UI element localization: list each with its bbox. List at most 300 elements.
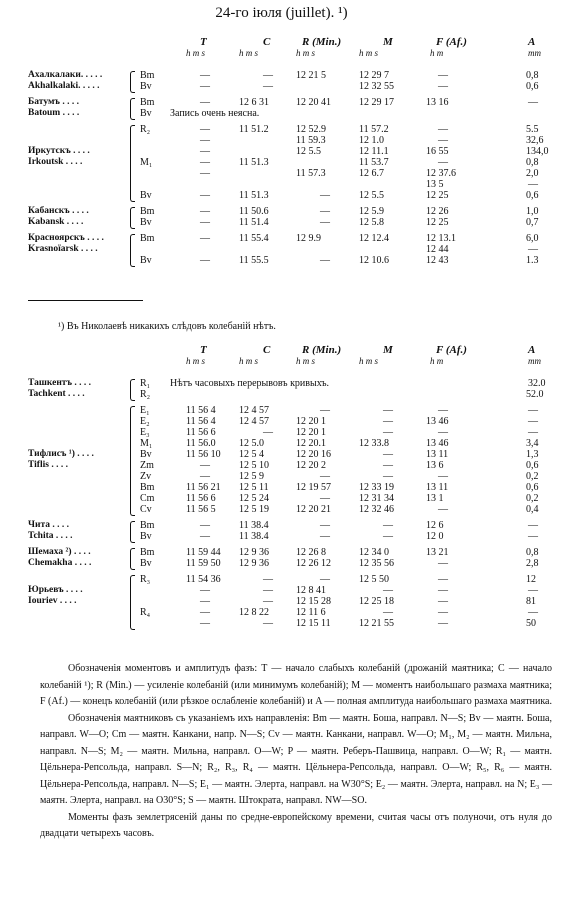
cell-f: 12 6 bbox=[426, 520, 444, 531]
column-header-t: T bbox=[200, 36, 207, 48]
table-row bbox=[28, 531, 558, 542]
cell-t: — bbox=[200, 618, 210, 629]
cell-f: — bbox=[438, 157, 448, 168]
station-group bbox=[28, 97, 558, 119]
instrument-label: R₄ bbox=[140, 607, 151, 618]
cell-f: 13 5 bbox=[426, 179, 444, 190]
cell-f: 12 25 bbox=[426, 217, 449, 228]
cell-t: — bbox=[200, 585, 210, 596]
table-row bbox=[28, 449, 558, 460]
cell-c: — bbox=[263, 596, 273, 607]
column-header-c: C bbox=[263, 344, 271, 356]
cell-c: 12 5 11 bbox=[239, 482, 269, 493]
table-header-row bbox=[28, 37, 558, 48]
table-header-row bbox=[28, 345, 558, 356]
table-row bbox=[28, 405, 558, 416]
cell-t: — bbox=[200, 124, 210, 135]
instrument-label: M₁ bbox=[140, 157, 153, 168]
cell-c: 12 4 57 bbox=[239, 405, 269, 416]
cell-t: 11 56 6 bbox=[186, 493, 216, 504]
station-name-fr: Irkoutsk . . . . bbox=[28, 157, 83, 167]
cell-a: 134,0 bbox=[526, 146, 549, 157]
instrument-label: Bv bbox=[140, 108, 152, 119]
units-t: h m s bbox=[186, 356, 206, 366]
cell-m: — bbox=[383, 531, 393, 542]
table-row bbox=[28, 585, 558, 596]
station-name-ru: Ташкентъ . . . . bbox=[28, 378, 92, 388]
cell-r: — bbox=[320, 206, 330, 217]
cell-c: — bbox=[263, 81, 273, 92]
instrument-label: Bv bbox=[140, 190, 152, 201]
cell-a: — bbox=[528, 405, 538, 416]
cell-t: — bbox=[200, 190, 210, 201]
table-row bbox=[28, 217, 558, 228]
cell-t: — bbox=[200, 146, 210, 157]
cell-a: 0,6 bbox=[526, 190, 539, 201]
cell-r: 12 9.9 bbox=[296, 233, 321, 244]
units-a: mm bbox=[528, 48, 541, 58]
group-brace bbox=[130, 207, 135, 229]
station-name-fr: Iouriev . . . . bbox=[28, 596, 77, 606]
cell-a: 6,0 bbox=[526, 233, 539, 244]
cell-r: 12 52.9 bbox=[296, 124, 326, 135]
instrument-label: R₁ bbox=[140, 378, 151, 389]
group-brace bbox=[130, 98, 135, 120]
cell-a: 3,4 bbox=[526, 438, 539, 449]
cell-f: — bbox=[438, 504, 448, 515]
instrument-label: Cm bbox=[140, 493, 155, 504]
table-row bbox=[28, 378, 558, 389]
cell-c: 11 50.6 bbox=[239, 206, 269, 217]
cell-r: — bbox=[320, 217, 330, 228]
cell-t: 11 56 5 bbox=[186, 504, 216, 515]
instrument-label: E₂ bbox=[140, 416, 150, 427]
page-title: 24-го іюля (juillet). ¹) bbox=[215, 5, 348, 21]
cell-t: — bbox=[200, 81, 210, 92]
group-brace bbox=[130, 234, 135, 267]
table-row bbox=[28, 206, 558, 217]
cell-c: 12 4 57 bbox=[239, 416, 269, 427]
table-row bbox=[28, 124, 558, 135]
cell-c: 12 5 10 bbox=[239, 460, 269, 471]
cell-c: 12 9 36 bbox=[239, 547, 269, 558]
cell-r: 11 57.3 bbox=[296, 168, 326, 179]
cell-m: — bbox=[383, 427, 393, 438]
cell-a: — bbox=[528, 97, 538, 108]
cell-a: 32,6 bbox=[526, 135, 544, 146]
cell-f: — bbox=[438, 405, 448, 416]
cell-a: 0,7 bbox=[526, 217, 539, 228]
cell-a: 0,8 bbox=[526, 70, 539, 81]
cell-m: 12 31 34 bbox=[359, 493, 394, 504]
cell-c: 11 38.4 bbox=[239, 531, 269, 542]
table-row bbox=[28, 504, 558, 515]
cell-a: — bbox=[528, 416, 538, 427]
cell-f: 13 11 bbox=[426, 449, 449, 460]
cell-r: 12 26 12 bbox=[296, 558, 331, 569]
cell-a: 1,3 bbox=[526, 449, 539, 460]
group-brace bbox=[130, 379, 135, 401]
cell-t: 11 56 4 bbox=[186, 405, 216, 416]
column-header-m: M bbox=[383, 344, 393, 356]
cell-f: — bbox=[438, 471, 448, 482]
cell-a: 0,2 bbox=[526, 471, 539, 482]
column-header-c: C bbox=[263, 36, 271, 48]
cell-c: 11 38.4 bbox=[239, 520, 269, 531]
cell-t: 11 56 21 bbox=[186, 482, 221, 493]
cell-a: 0,6 bbox=[526, 482, 539, 493]
cell-c: 11 51.3 bbox=[239, 157, 269, 168]
column-header-r: R (Min.) bbox=[302, 36, 342, 48]
station-group bbox=[28, 206, 558, 228]
station-group bbox=[28, 124, 558, 201]
cell-m: — bbox=[383, 405, 393, 416]
table-row bbox=[28, 618, 558, 629]
cell-f: 16 55 bbox=[426, 146, 449, 157]
cell-m: 12 5.9 bbox=[359, 206, 384, 217]
cell-f: 13 21 bbox=[426, 547, 449, 558]
instrument-label: E₁ bbox=[140, 405, 150, 416]
cell-a: — bbox=[528, 531, 538, 542]
table-1 bbox=[28, 37, 558, 271]
instrument-label: R₂ bbox=[140, 389, 151, 400]
table-row bbox=[28, 135, 558, 146]
units-r: h m s bbox=[296, 356, 316, 366]
legend-paragraph: Моменты фазъ землетрясеній даны по средне-европейскому времени, считая часы отъ полуночи, отъ нуля до двадцати четырехъ часовъ. bbox=[40, 811, 552, 839]
legend-paragraph: Обозначенія моментовъ и амплитудъ фазъ: T — начало слабыхъ колебаній (дрожаній маятника; C — начало колебаній ¹); R (Min.) — усиленіе колебаній (или минимумъ колебаній); M — моментъ наибольшаго размаха маятника; F (Af.) — конецъ колебаній (или рѣзкое ослабленіе колебаній) и A — полная амплитуда наибольшаго размаха маятника. bbox=[40, 663, 552, 707]
station-name-ru: Юрьевъ . . . . bbox=[28, 585, 83, 595]
cell-a: 52.0 bbox=[526, 389, 544, 400]
table-row bbox=[28, 607, 558, 618]
cell-m: 12 12.4 bbox=[359, 233, 389, 244]
station-name-fr: Akhalkalaki. . . . . bbox=[28, 81, 100, 91]
table-row bbox=[28, 255, 558, 266]
station-name-ru: Иркутскъ . . . . bbox=[28, 146, 90, 156]
instrument-label: R₂ bbox=[140, 124, 151, 135]
cell-a: 2,8 bbox=[526, 558, 539, 569]
cell-c: — bbox=[263, 70, 273, 81]
cell-f: 12 0 bbox=[426, 531, 444, 542]
cell-a: 12 bbox=[526, 574, 536, 585]
units-m: h m s bbox=[359, 356, 379, 366]
cell-t: 11 59 44 bbox=[186, 547, 221, 558]
cell-f: — bbox=[438, 427, 448, 438]
instrument-label: Cv bbox=[140, 504, 152, 515]
cell-f: — bbox=[438, 618, 448, 629]
cell-t: — bbox=[200, 596, 210, 607]
legend-paragraph: Обозначенія маятниковъ съ указаніемъ ихъ направленія: Bm — маятн. Боша, направл. N—S; Bv — маятн. Боша, направл. W—O; Cm — маятн. Канкани, напр. N—S; Cv — маятн. Канкани, направл. W—O; M₁, M₂ — маятн. Мильна, направл. N—S; M₂ — маятн. Мильна, направл. O—W; P — маятн. Реберъ-Пашвица, направл. O—W; R₁ — маятн. Цёльнера-Репсольда, направл. S—N; R₂, R₃, R₄ — маятн. Цёльнера-Репсольда, направл. O—W; R₅, R₆ — маятн. Цёльнера-Репсольда, направл. N—S; E₁ — маятн. Элерта, направл. на W30°S; E₂ — маятн. Элерта, направл. на N; E₃ — маятн. Элерта, направл. на O30°S; S — маятн. Штократа, направл. NW—SO. bbox=[40, 712, 552, 806]
cell-m: 12 10.6 bbox=[359, 255, 389, 266]
station-group bbox=[28, 378, 558, 400]
cell-m: 12 34 0 bbox=[359, 547, 389, 558]
cell-t: — bbox=[200, 233, 210, 244]
table-row bbox=[28, 427, 558, 438]
cell-c: 12 5 24 bbox=[239, 493, 269, 504]
cell-r: — bbox=[320, 471, 330, 482]
cell-f: — bbox=[438, 70, 448, 81]
cell-m: 12 5.5 bbox=[359, 190, 384, 201]
cell-r: — bbox=[320, 255, 330, 266]
group-brace bbox=[130, 548, 135, 570]
cell-r: — bbox=[320, 493, 330, 504]
table-row bbox=[28, 547, 558, 558]
cell-f: — bbox=[438, 81, 448, 92]
cell-t: — bbox=[200, 471, 210, 482]
station-group bbox=[28, 547, 558, 569]
table-2 bbox=[28, 345, 558, 634]
instrument-label: R₃ bbox=[140, 574, 151, 585]
cell-t: 11 54 36 bbox=[186, 574, 221, 585]
cell-r: 12 5.5 bbox=[296, 146, 321, 157]
cell-r: 12 20 21 bbox=[296, 504, 331, 515]
cell-f: — bbox=[438, 574, 448, 585]
station-name-ru: Красноярскъ . . . . bbox=[28, 233, 104, 243]
cell-m: — bbox=[383, 607, 393, 618]
cell-f: 12 26 bbox=[426, 206, 449, 217]
table-units-row bbox=[28, 356, 558, 367]
table-row bbox=[28, 179, 558, 190]
units-f: h m bbox=[430, 356, 444, 366]
cell-c: 11 51.4 bbox=[239, 217, 269, 228]
cell-f: — bbox=[438, 558, 448, 569]
station-name-fr: Krasnoïarsk . . . . bbox=[28, 244, 98, 254]
cell-m: 12 25 18 bbox=[359, 596, 394, 607]
cell-r: 12 20.1 bbox=[296, 438, 326, 449]
cell-t: — bbox=[200, 460, 210, 471]
station-name-ru: Кабанскъ . . . . bbox=[28, 206, 89, 216]
cell-m: — bbox=[383, 471, 393, 482]
cell-a: — bbox=[528, 520, 538, 531]
cell-m: — bbox=[383, 449, 393, 460]
instrument-label: Bm bbox=[140, 70, 155, 81]
station-name-ru: Тифлисъ ¹) . . . . bbox=[28, 449, 94, 459]
units-t: h m s bbox=[186, 48, 206, 58]
table-row bbox=[28, 574, 558, 585]
cell-m: 12 33 19 bbox=[359, 482, 394, 493]
cell-f: 13 46 bbox=[426, 438, 449, 449]
table-row bbox=[28, 157, 558, 168]
cell-a: 1,0 bbox=[526, 206, 539, 217]
instrument-label: Bv bbox=[140, 81, 152, 92]
cell-m: 12 21 55 bbox=[359, 618, 394, 629]
station-name-fr: Batoum . . . . bbox=[28, 108, 80, 118]
cell-m: 12 29 7 bbox=[359, 70, 389, 81]
spacer bbox=[28, 367, 558, 378]
cell-m: 11 53.7 bbox=[359, 157, 389, 168]
cell-a: — bbox=[528, 585, 538, 596]
units-a: mm bbox=[528, 356, 541, 366]
instrument-label: Bm bbox=[140, 482, 155, 493]
instrument-label: Bm bbox=[140, 206, 155, 217]
cell-m: 12 11.1 bbox=[359, 146, 389, 157]
cell-a: 0,4 bbox=[526, 504, 539, 515]
table-row bbox=[28, 81, 558, 92]
column-header-f: F (Af.) bbox=[436, 36, 467, 48]
table-row bbox=[28, 168, 558, 179]
cell-t: — bbox=[200, 520, 210, 531]
cell-m: 12 33.8 bbox=[359, 438, 389, 449]
table-row bbox=[28, 97, 558, 108]
remark-text: Нѣтъ часовыхъ перерывовъ кривыхъ. bbox=[170, 378, 330, 389]
cell-f: 13 6 bbox=[426, 460, 444, 471]
cell-t: — bbox=[200, 206, 210, 217]
cell-f: 12 37.6 bbox=[426, 168, 456, 179]
cell-r: 12 26 8 bbox=[296, 547, 326, 558]
table-row bbox=[28, 70, 558, 81]
instrument-label: Bm bbox=[140, 233, 155, 244]
cell-t: — bbox=[200, 157, 210, 168]
cell-c: — bbox=[263, 585, 273, 596]
cell-c: — bbox=[263, 618, 273, 629]
cell-r: 12 20 41 bbox=[296, 97, 331, 108]
cell-t: — bbox=[200, 607, 210, 618]
cell-c: 12 5 9 bbox=[239, 471, 264, 482]
cell-t: 11 59 50 bbox=[186, 558, 221, 569]
legend-text bbox=[40, 661, 552, 843]
cell-f: — bbox=[438, 585, 448, 596]
table-row bbox=[28, 471, 558, 482]
footnote-rule bbox=[28, 300, 143, 301]
cell-t: — bbox=[200, 531, 210, 542]
cell-r: — bbox=[320, 531, 330, 542]
cell-m: 12 5.8 bbox=[359, 217, 384, 228]
cell-a: — bbox=[528, 244, 538, 255]
cell-a: — bbox=[528, 427, 538, 438]
cell-r: 12 19 57 bbox=[296, 482, 331, 493]
cell-c: — bbox=[263, 427, 273, 438]
cell-t: — bbox=[200, 255, 210, 266]
footnote: ¹) Въ Николаевѣ никакихъ слѣдовъ колебаній нѣтъ. bbox=[58, 321, 276, 332]
cell-f: — bbox=[438, 607, 448, 618]
cell-m: — bbox=[383, 460, 393, 471]
cell-c: — bbox=[263, 574, 273, 585]
instrument-label: Bm bbox=[140, 547, 155, 558]
cell-r: 12 20 2 bbox=[296, 460, 326, 471]
column-header-f: F (Af.) bbox=[436, 344, 467, 356]
table-row bbox=[28, 558, 558, 569]
column-header-a: A bbox=[528, 344, 536, 356]
cell-f: 13 1 bbox=[426, 493, 444, 504]
cell-r: 11 59.3 bbox=[296, 135, 326, 146]
station-name-fr: Tchita . . . . bbox=[28, 531, 73, 541]
cell-r: 12 20 16 bbox=[296, 449, 331, 460]
cell-a: 2,0 bbox=[526, 168, 539, 179]
cell-r: — bbox=[320, 405, 330, 416]
cell-r: 12 20 1 bbox=[296, 427, 326, 438]
station-group bbox=[28, 233, 558, 266]
cell-m: 12 32 55 bbox=[359, 81, 394, 92]
table-row bbox=[28, 416, 558, 427]
cell-r: — bbox=[320, 574, 330, 585]
cell-a: — bbox=[528, 179, 538, 190]
cell-t: — bbox=[200, 168, 210, 179]
table-row bbox=[28, 190, 558, 201]
group-brace bbox=[130, 521, 135, 543]
table-row bbox=[28, 438, 558, 449]
cell-a: 0,6 bbox=[526, 81, 539, 92]
cell-t: 11 56.0 bbox=[186, 438, 216, 449]
station-name-fr: Kabansk . . . . bbox=[28, 217, 84, 227]
cell-c: 12 6 31 bbox=[239, 97, 269, 108]
cell-m: — bbox=[383, 416, 393, 427]
station-group bbox=[28, 405, 558, 515]
group-brace bbox=[130, 575, 135, 630]
cell-f: 13 46 bbox=[426, 416, 449, 427]
cell-r: — bbox=[320, 190, 330, 201]
table-row bbox=[28, 146, 558, 157]
cell-t: 11 56 6 bbox=[186, 427, 216, 438]
cell-m: 12 5 50 bbox=[359, 574, 389, 585]
instrument-label: Bv bbox=[140, 255, 152, 266]
units-c: h m s bbox=[239, 356, 259, 366]
table-row bbox=[28, 493, 558, 504]
station-name-fr: Tiflis . . . . bbox=[28, 460, 68, 470]
cell-r: 12 15 11 bbox=[296, 618, 331, 629]
cell-f: — bbox=[438, 135, 448, 146]
cell-m: 11 57.2 bbox=[359, 124, 389, 135]
cell-t: — bbox=[200, 135, 210, 146]
cell-m: 12 29 17 bbox=[359, 97, 394, 108]
cell-a: 50 bbox=[526, 618, 536, 629]
cell-f: 12 43 bbox=[426, 255, 449, 266]
cell-r: 12 15 28 bbox=[296, 596, 331, 607]
cell-m: 12 35 56 bbox=[359, 558, 394, 569]
cell-c: 12 5 19 bbox=[239, 504, 269, 515]
station-name-ru: Батумъ . . . . bbox=[28, 97, 79, 107]
cell-a: 0,8 bbox=[526, 157, 539, 168]
cell-c: 12 5 4 bbox=[239, 449, 264, 460]
table-row bbox=[28, 460, 558, 471]
cell-a: 32.0 bbox=[528, 378, 546, 389]
table-row bbox=[28, 233, 558, 244]
column-header-t: T bbox=[200, 344, 207, 356]
cell-c: 12 9 36 bbox=[239, 558, 269, 569]
cell-a: 1.3 bbox=[526, 255, 539, 266]
cell-m: 12 1.0 bbox=[359, 135, 384, 146]
station-group bbox=[28, 520, 558, 542]
cell-m: 12 32 46 bbox=[359, 504, 394, 515]
cell-f: — bbox=[438, 596, 448, 607]
cell-a: 0,8 bbox=[526, 547, 539, 558]
station-name-ru: Шемаха ²) . . . . bbox=[28, 547, 91, 557]
instrument-label: Zv bbox=[140, 471, 152, 482]
instrument-label: Bv bbox=[140, 531, 152, 542]
column-header-a: A bbox=[528, 36, 536, 48]
column-header-m: M bbox=[383, 36, 393, 48]
table-row bbox=[28, 520, 558, 531]
units-r: h m s bbox=[296, 48, 316, 58]
units-c: h m s bbox=[239, 48, 259, 58]
cell-a: 5.5 bbox=[526, 124, 539, 135]
cell-m: — bbox=[383, 520, 393, 531]
remark-text: Запись очень неясна. bbox=[170, 108, 260, 119]
group-brace bbox=[130, 406, 135, 516]
cell-m: — bbox=[383, 585, 393, 596]
cell-c: 11 55.5 bbox=[239, 255, 269, 266]
table-row bbox=[28, 108, 558, 119]
spacer bbox=[28, 59, 558, 70]
instrument-label: Bv bbox=[140, 558, 152, 569]
instrument-label: Bv bbox=[140, 449, 152, 460]
cell-c: 11 51.2 bbox=[239, 124, 269, 135]
table-row bbox=[28, 482, 558, 493]
cell-f: 12 13.1 bbox=[426, 233, 456, 244]
cell-f: 13 16 bbox=[426, 97, 449, 108]
column-header-r: R (Min.) bbox=[302, 344, 342, 356]
cell-c: 12 5.0 bbox=[239, 438, 264, 449]
cell-t: 11 56 10 bbox=[186, 449, 221, 460]
units-f: h m bbox=[430, 48, 444, 58]
